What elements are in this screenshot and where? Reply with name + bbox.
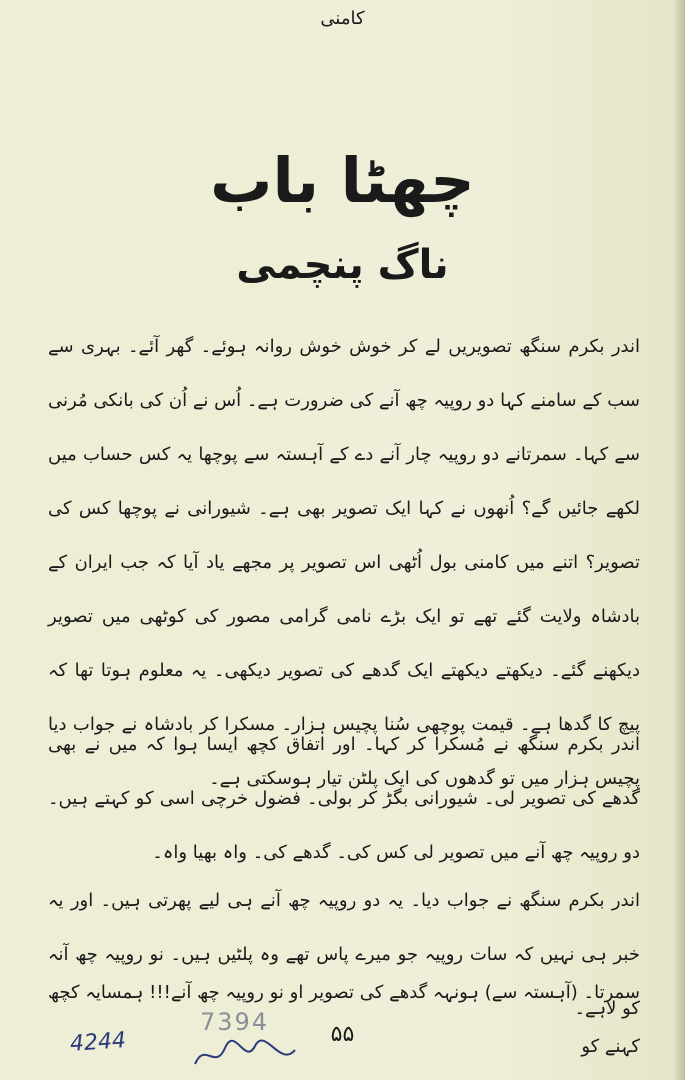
paragraph-text: سمرتا۔ (آہستہ سے) ہونہہ گدھے کی تصویر او نو روپیہ چھ آنے!!! ہمسایہ کچھ کہنے کو <box>48 982 640 1057</box>
ink-annotation: 4244 <box>69 1028 127 1057</box>
paragraph-2 <box>48 718 640 880</box>
paragraph-text: اندر بکرم سنگھ تصویریں لے کر خوش خوش روانہ ہوئے۔ گھر آئے۔ بہری سے سب کے سامنے کہا دو روپیہ چھ آنے کی ضرورت ہے۔ اُس نے اُن کی بانکی مُرنی سے کہا۔ سمرتانے دو روپیہ چار آنے دے کے آہستہ سے پوچھا یہ کس حساب میں لکھے جائیں گے؟ اُنھوں نے کہا ایک تصویر بھی ہے۔ شیورانی نے پوچھا کس کی تصویر؟ اتنے میں کامنی بول اُٹھی اس تصویر پر مجھے یاد آیا کہ جب ایران کے بادشاہ ولایت گئے تھے تو ایک بڑے نامی گرامی مصور کی کوٹھی میں تصویر دیکھنے گئے۔ دیکھتے دیکھتے ایک گدھے کی تصویر دیکھی۔ یہ معلوم ہوتا تھا کہ پیچ کا گدھا ہے۔ قیمت پوچھی سُنا پچیس ہزار۔ مسکرا کر بادشاہ نے جواب دیا پچیس ہزار میں تو گدھوں کی ایک پلٹن تیار ہوسکتی ہے۔ <box>48 336 640 789</box>
chapter-heading: چھٹا باب <box>210 144 475 217</box>
pencil-annotation: 7394 <box>200 1008 270 1036</box>
running-header: کامنی <box>320 8 365 29</box>
paragraph-text: اندر بکرم سنگھ نے جواب دیا۔ یہ دو روپیہ چھ آنے ہی لیے پھرتی ہیں۔ اور یہ خبر ہی نہیں کہ سات روپیہ جو میرے پاس تھے وہ پلٹیں ہیں۔ نو روپیہ چھ آنہ کو لاہے۔ <box>48 890 640 1019</box>
chapter-subtitle: ناگ پنچمی <box>236 242 449 288</box>
paragraph-text: اندر بکرم سنگھ نے مُسکرا کر کہا۔ اور اتفاق کچھ ایسا ہوا کہ میں نے بھی گدھے کی تصویر لی۔ شیورانی بگڑ کر بولی۔ فضول خرچی اسی کو کہتے ہیں۔ دو روپیہ چھ آنے میں تصویر لی کس کی۔ گدھے کی۔ واہ بھیا واہ۔ <box>48 734 640 863</box>
page-number: ۵۵ <box>330 1022 355 1047</box>
paragraph-4 <box>48 966 640 1074</box>
